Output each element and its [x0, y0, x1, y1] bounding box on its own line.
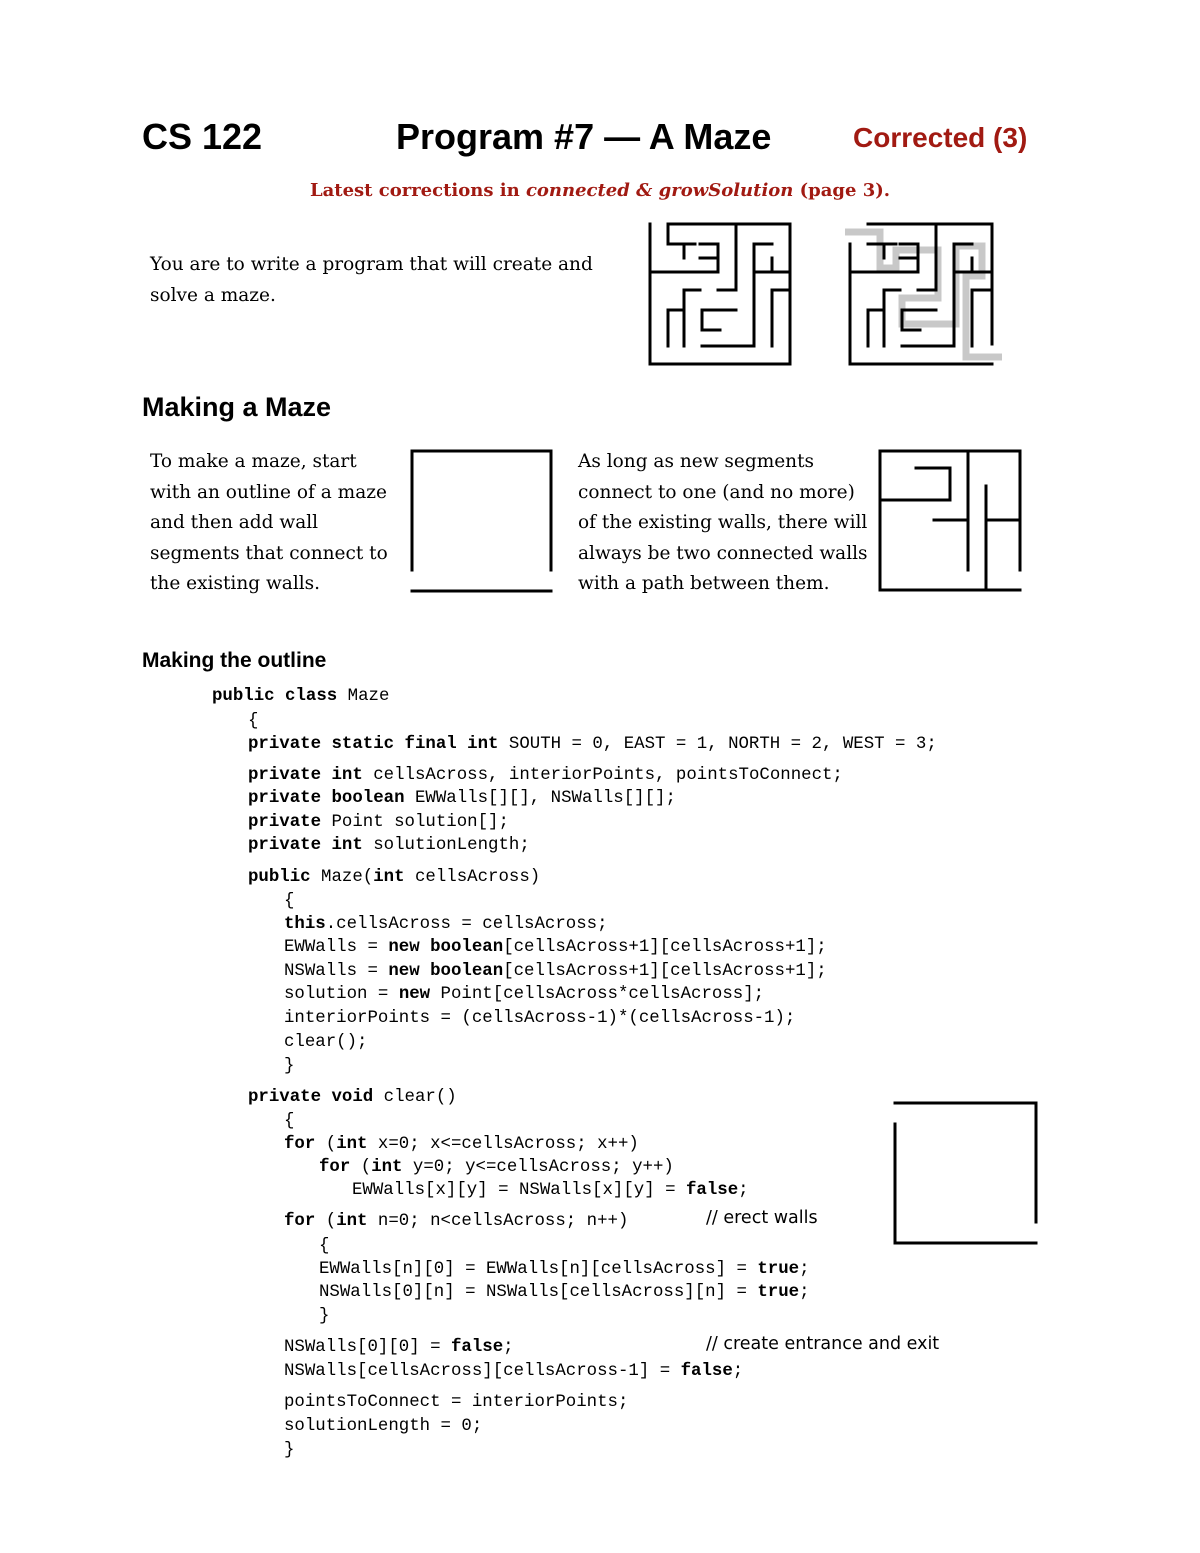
- code-line-26: }: [319, 1307, 330, 1326]
- code-line-19: for (int x=0; x<=cellsAcross; x++): [284, 1135, 639, 1154]
- code-line-9: {: [284, 892, 295, 911]
- maze-partial-walls-figure: [870, 440, 1035, 600]
- corrections-note: [0, 180, 1200, 201]
- section-heading-making-the-outline: Making the outline: [142, 649, 327, 672]
- maze-outline-with-openings-figure: [885, 1093, 1045, 1253]
- code-line-27: NSWalls[0][0] = false;: [284, 1338, 514, 1357]
- code-line-24: EWWalls[n][0] = EWWalls[n][cellsAcross] = true;: [319, 1260, 810, 1279]
- correction-status: Corrected (3): [853, 122, 1028, 153]
- code-line-16: }: [284, 1057, 295, 1076]
- code-line-31: }: [284, 1441, 295, 1460]
- making-maze-text-right: As long as new segments connect to one (and no more) of the existing walls, there will always be two connected walls with a path between them.: [578, 451, 868, 594]
- code-line-15: clear();: [284, 1033, 368, 1052]
- code-line-28: NSWalls[cellsAcross][cellsAcross-1] = false;: [284, 1362, 744, 1381]
- code-line-10: this.cellsAcross = cellsAcross;: [284, 915, 608, 934]
- note-suffix: (page 3).: [793, 180, 891, 201]
- code-line-23: {: [319, 1237, 330, 1256]
- code-line-13: solution = new Point[cellsAcross*cellsAcross];: [284, 985, 765, 1004]
- course-title: CS 122: [142, 116, 263, 157]
- code-line-30: solutionLength = 0;: [284, 1417, 483, 1436]
- code-line-14: interiorPoints = (cellsAcross-1)*(cellsAcross-1);: [284, 1009, 796, 1028]
- code-line-17: private void clear(): [248, 1088, 457, 1107]
- code-comment-erect-walls: // erect walls: [706, 1208, 818, 1228]
- code-line-11: EWWalls = new boolean[cellsAcross+1][cellsAcross+1];: [284, 938, 827, 957]
- maze-outline-figure: [400, 440, 565, 600]
- code-line-5: private boolean EWWalls[][], NSWalls[][];: [248, 789, 676, 808]
- note-term-growsolution: growSolution: [658, 180, 794, 201]
- code-line-8: public Maze(int cellsAcross): [248, 868, 541, 887]
- code-line-2: {: [248, 712, 259, 731]
- code-line-6: private Point solution[];: [248, 813, 509, 832]
- code-line-25: NSWalls[0][n] = NSWalls[cellsAcross][n] = true;: [319, 1283, 810, 1302]
- code-comment-entrance-exit: // create entrance and exit: [706, 1334, 940, 1354]
- code-line-3: private static final int SOUTH = 0, EAST = 1, NORTH = 2, WEST = 3;: [248, 735, 937, 754]
- code-line-7: private int solutionLength;: [248, 836, 530, 855]
- note-term-connected: connected: [525, 180, 630, 201]
- section-heading-making-a-maze: Making a Maze: [142, 392, 332, 422]
- making-maze-text-left: To make a maze, start with an outline of a maze and then add wall segments that connect to the existing walls.: [150, 451, 388, 594]
- code-line-29: pointsToConnect = interiorPoints;: [284, 1393, 629, 1412]
- code-line-4: private int cellsAcross, interiorPoints, pointsToConnect;: [248, 766, 843, 785]
- code-line-22: for (int n=0; n<cellsAcross; n++): [284, 1212, 629, 1231]
- maze-figure-unsolved: [640, 215, 805, 370]
- code-line-1: public class Maze: [212, 687, 390, 706]
- program-title: Program #7 — A Maze: [396, 116, 772, 157]
- code-line-20: for (int y=0; y<=cellsAcross; y++): [319, 1158, 674, 1177]
- code-line-21: EWWalls[x][y] = NSWalls[x][y] = false;: [352, 1181, 749, 1200]
- note-prefix: Latest corrections in: [309, 180, 526, 201]
- intro-paragraph: You are to write a program that will create and solve a maze.: [150, 254, 593, 306]
- maze-figure-solved: [840, 215, 1010, 375]
- code-line-18: {: [284, 1112, 295, 1131]
- code-line-12: NSWalls = new boolean[cellsAcross+1][cellsAcross+1];: [284, 962, 827, 981]
- note-amp: &: [629, 180, 659, 201]
